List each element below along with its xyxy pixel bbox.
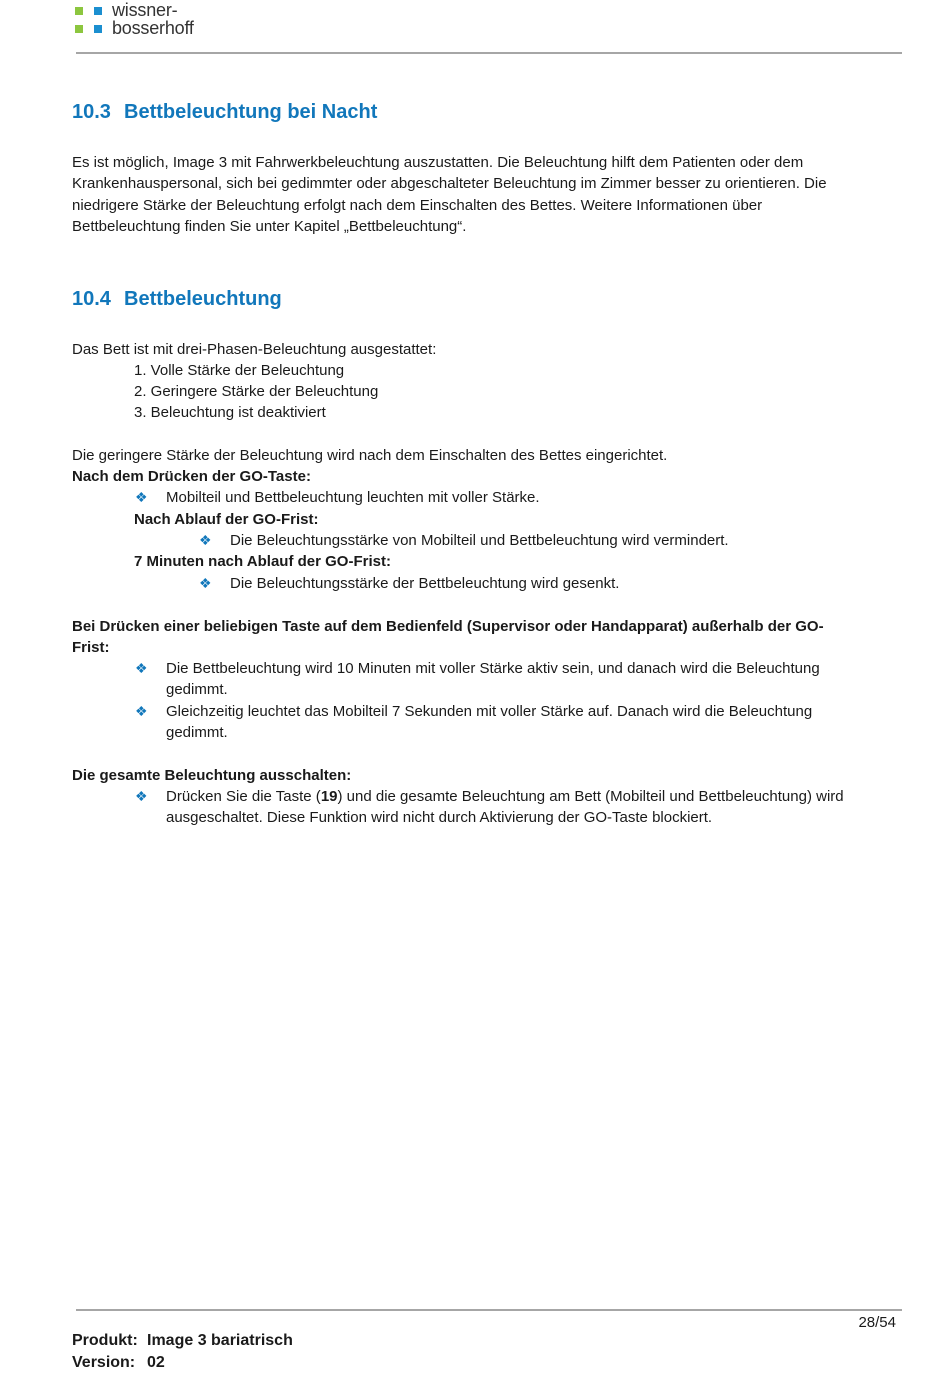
- product-value: Image 3 bariatrisch: [147, 1332, 293, 1349]
- footer-version: [72, 1354, 165, 1372]
- bullet-text: [166, 786, 886, 829]
- text-line: Krankenhauspersonal, sich bei gedimmter oder abgeschalteter Beleuchtung im Zimmer besser zu orientieren. Die: [72, 175, 827, 193]
- turn-off-heading: Die gesamte Beleuchtung ausschalten:: [72, 767, 352, 784]
- bullet-text: [166, 701, 812, 744]
- text-line: Die Bettbeleuchtung wird 10 Minuten mit voller Stärke aktiv sein, und danach wird die Beleuchtung: [166, 660, 820, 677]
- text-line: gedimmt.: [166, 681, 228, 699]
- version-label: Version:: [72, 1354, 136, 1371]
- bullet-text: Die Beleuchtungsstärke der Bettbeleuchtung wird gesenkt.: [230, 575, 620, 592]
- section-heading-10-3: [72, 101, 377, 124]
- text-line: [166, 786, 886, 807]
- product-label: Produkt:: [72, 1332, 138, 1349]
- company-logo: [75, 2, 275, 38]
- text-line: Gleichzeitig leuchtet das Mobilteil 7 Sekunden mit voller Stärke auf. Danach wird die Beleuchtung: [166, 703, 813, 720]
- text-line: Bei Drücken einer beliebigen Taste auf dem Bedienfeld (Supervisor oder Handapparat) außerhalb der GO-: [72, 618, 824, 635]
- text-line: Es ist möglich, Image 3 mit Fahrwerkbeleuchtung auszustatten. Die Beleuchtung hilft dem Patienten oder dem: [72, 154, 804, 171]
- section-title: Bettbeleuchtung bei Nacht: [124, 101, 378, 123]
- text-line: Frist:: [72, 639, 110, 657]
- go-heading: Nach dem Drücken der GO-Taste:: [72, 468, 311, 485]
- section-heading-10-4: [72, 288, 282, 311]
- text-line: ausgeschaltet. Diese Funktion wird nicht durch Aktivierung der GO-Taste blockiert.: [166, 809, 713, 827]
- section-title: Bettbeleuchtung: [124, 288, 282, 310]
- text-line: Bettbeleuchtung finden Sie unter Kapitel „Bettbeleuchtung“.: [72, 217, 467, 235]
- any-key-heading: [72, 616, 872, 659]
- footer-divider: [76, 1309, 902, 1311]
- phase-item: 2. Geringere Stärke der Beleuchtung: [134, 383, 379, 400]
- logo-square-green: [75, 7, 83, 15]
- logo-square-blue: [94, 25, 102, 33]
- text-span: Drücken Sie die Taste (: [166, 788, 321, 805]
- diamond-bullet-icon: ❖: [135, 788, 148, 804]
- logo-text-line1: wissner-: [112, 0, 178, 20]
- after-heading: Nach Ablauf der GO-Frist:: [134, 511, 319, 528]
- page-number: 28/54: [858, 1314, 896, 1331]
- intro-text: Das Bett ist mit drei-Phasen-Beleuchtung ausgestattet:: [72, 341, 437, 358]
- text-span: ) und die gesamte Beleuchtung am Bett (Mobilteil und Bettbeleuchtung) wird: [337, 788, 844, 805]
- paragraph-10-3: [72, 152, 872, 237]
- diamond-bullet-icon: ❖: [135, 660, 148, 676]
- bullet-text: Die Beleuchtungsstärke von Mobilteil und Bettbeleuchtung wird vermindert.: [230, 532, 729, 549]
- logo-square-blue: [94, 7, 102, 15]
- bullet-text: [166, 658, 820, 701]
- diamond-bullet-icon: ❖: [199, 532, 212, 548]
- diamond-bullet-icon: ❖: [135, 489, 148, 505]
- seven-minutes-heading: 7 Minuten nach Ablauf der GO-Frist:: [134, 553, 391, 570]
- phase-item: 3. Beleuchtung ist deaktiviert: [134, 404, 326, 421]
- text-line: gedimmt.: [166, 724, 228, 742]
- bullet-text: Mobilteil und Bettbeleuchtung leuchten mit voller Stärke.: [166, 489, 540, 506]
- section-number: 10.3: [72, 101, 111, 123]
- text-line: niedrigere Stärke der Beleuchtung erfolgt nach dem Einschalten des Bettes. Weitere Informationen über: [72, 196, 763, 214]
- header-divider: [76, 52, 902, 54]
- logo-square-green: [75, 25, 83, 33]
- section-number: 10.4: [72, 288, 111, 310]
- diamond-bullet-icon: ❖: [199, 575, 212, 591]
- diamond-bullet-icon: ❖: [135, 703, 148, 719]
- key-number: 19: [320, 788, 338, 805]
- footer-product: [72, 1332, 293, 1350]
- version-value: 02: [147, 1354, 165, 1371]
- phase-item: 1. Volle Stärke der Beleuchtung: [134, 362, 345, 379]
- logo-text-line2: bosserhoff: [112, 18, 194, 38]
- note-text: Die geringere Stärke der Beleuchtung wird nach dem Einschalten des Bettes eingerichtet.: [72, 447, 668, 464]
